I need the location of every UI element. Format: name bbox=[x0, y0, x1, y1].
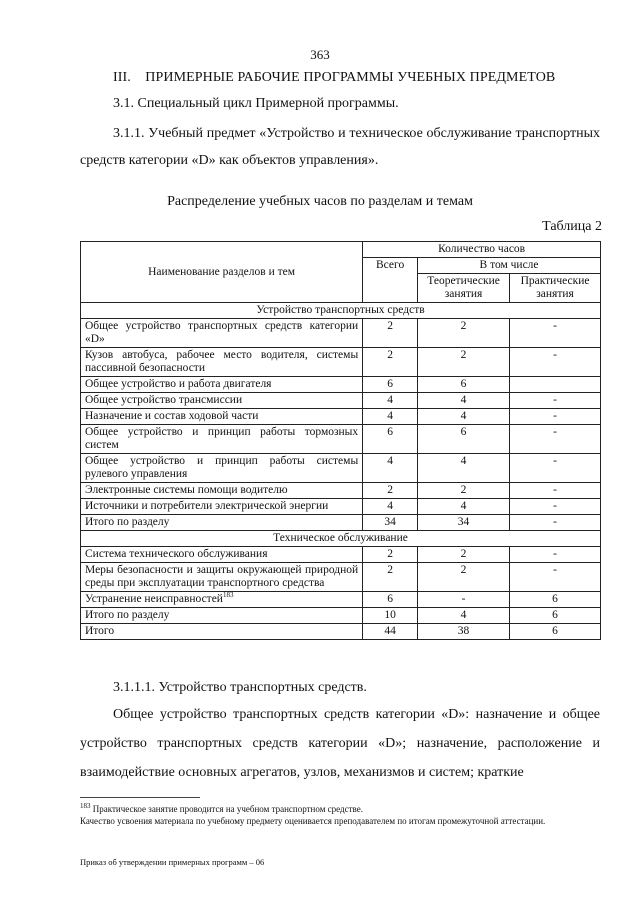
hours-practice: - bbox=[510, 454, 601, 483]
hours-practice: - bbox=[510, 563, 601, 592]
table-header-row bbox=[81, 242, 601, 258]
table-row bbox=[81, 425, 601, 454]
topic-name: Итого bbox=[81, 624, 363, 640]
hours-theory: 6 bbox=[418, 425, 510, 454]
footnote-mark: 183 bbox=[80, 802, 91, 810]
hours-practice: 6 bbox=[510, 592, 601, 608]
hours-theory: 2 bbox=[418, 319, 510, 348]
table-row bbox=[81, 592, 601, 608]
hours-total: 34 bbox=[363, 515, 418, 531]
topic-name: Электронные системы помощи водителю bbox=[81, 483, 363, 499]
topic-name: Общее устройство и работа двигателя bbox=[81, 377, 363, 393]
table-row bbox=[81, 515, 601, 531]
section-title: Устройство транспортных средств bbox=[81, 303, 601, 319]
hours-practice: 6 bbox=[510, 624, 601, 640]
hours-practice: - bbox=[510, 409, 601, 425]
hours-total: 2 bbox=[363, 483, 418, 499]
footnote-ref: 183 bbox=[222, 591, 234, 600]
table-row bbox=[81, 563, 601, 592]
hours-total: 4 bbox=[363, 499, 418, 515]
hours-theory: 4 bbox=[418, 393, 510, 409]
hours-theory: 38 bbox=[418, 624, 510, 640]
hours-total: 6 bbox=[363, 377, 418, 393]
hours-practice: - bbox=[510, 499, 601, 515]
hours-table bbox=[80, 241, 601, 640]
hours-total: 44 bbox=[363, 624, 418, 640]
table-row bbox=[81, 454, 601, 483]
hours-theory: 2 bbox=[418, 547, 510, 563]
body-paragraph bbox=[80, 700, 600, 787]
hours-theory: - bbox=[418, 592, 510, 608]
hours-theory: 34 bbox=[418, 515, 510, 531]
table-row bbox=[81, 624, 601, 640]
page-number: 363 bbox=[310, 47, 330, 62]
hours-theory: 4 bbox=[418, 499, 510, 515]
hours-total: 4 bbox=[363, 454, 418, 483]
hours-total: 2 bbox=[363, 348, 418, 377]
table-row bbox=[81, 377, 601, 393]
hours-practice: - bbox=[510, 319, 601, 348]
section-title: Техническое обслуживание bbox=[81, 531, 601, 547]
table-row bbox=[81, 499, 601, 515]
footnote-text: Практическое занятие проводится на учебном транспортном средстве. bbox=[92, 804, 363, 814]
topic-name: Общее устройство и принцип работы тормозных систем bbox=[81, 425, 363, 454]
subject-text: 3.1.1. Учебный предмет «Устройство и техническое обслуживание транспортных средств категории «D» как объектов управления». bbox=[80, 126, 600, 168]
hours-practice: - bbox=[510, 425, 601, 454]
subject-paragraph bbox=[80, 120, 600, 174]
table-row bbox=[81, 409, 601, 425]
table-row bbox=[81, 319, 601, 348]
table-label: Таблица 2 bbox=[542, 219, 602, 234]
hours-total: 2 bbox=[363, 547, 418, 563]
header-theory: Теоретические занятия bbox=[418, 274, 510, 303]
footnote-divider bbox=[80, 797, 200, 798]
table-row bbox=[81, 608, 601, 624]
topic-name: Меры безопасности и защиты окружающей природной среды при эксплуатации транспортного средства bbox=[81, 563, 363, 592]
topic-name: Итого по разделу bbox=[81, 515, 363, 531]
topic-name: Система технического обслуживания bbox=[81, 547, 363, 563]
table-row bbox=[81, 348, 601, 377]
hours-practice: 6 bbox=[510, 608, 601, 624]
hours-theory: 6 bbox=[418, 377, 510, 393]
topic-name: Кузов автобуса, рабочее место водителя, системы пассивной безопасности bbox=[81, 348, 363, 377]
hours-total: 4 bbox=[363, 393, 418, 409]
hours-total: 4 bbox=[363, 409, 418, 425]
hours-theory: 2 bbox=[418, 483, 510, 499]
hours-theory: 4 bbox=[418, 608, 510, 624]
topic-name: Общее устройство транспортных средств категории «D» bbox=[81, 319, 363, 348]
hours-practice: - bbox=[510, 515, 601, 531]
table-row bbox=[81, 547, 601, 563]
hours-practice: - bbox=[510, 483, 601, 499]
topic-name: Общее устройство и принцип работы системы рулевого управления bbox=[81, 454, 363, 483]
header-including: В том числе bbox=[418, 258, 601, 274]
hours-practice bbox=[510, 377, 601, 393]
hours-theory: 4 bbox=[418, 454, 510, 483]
header-quantity: Количество часов bbox=[363, 242, 601, 258]
hours-total: 6 bbox=[363, 592, 418, 608]
hours-practice: - bbox=[510, 547, 601, 563]
subheading: 3.1. Специальный цикл Примерной программы. bbox=[113, 96, 399, 111]
footnote-note: Качество усвоения материала по учебному предмету оценивается преподавателем по итогам промежуточной аттестации. bbox=[80, 816, 546, 826]
table-row bbox=[81, 393, 601, 409]
hours-theory: 4 bbox=[418, 409, 510, 425]
hours-practice: - bbox=[510, 348, 601, 377]
topic-name: Общее устройство трансмиссии bbox=[81, 393, 363, 409]
hours-practice: - bbox=[510, 393, 601, 409]
footnote bbox=[80, 803, 602, 815]
hours-theory: 2 bbox=[418, 348, 510, 377]
topic-name bbox=[81, 592, 363, 608]
hours-total: 6 bbox=[363, 425, 418, 454]
order-footer: Приказ об утверждении примерных программ – 06 bbox=[80, 857, 265, 867]
table-row bbox=[81, 483, 601, 499]
chapter-heading: III. ПРИМЕРНЫЕ РАБОЧИЕ ПРОГРАММЫ УЧЕБНЫХ ПРЕДМЕТОВ bbox=[113, 70, 556, 85]
hours-total: 2 bbox=[363, 319, 418, 348]
hours-theory: 2 bbox=[418, 563, 510, 592]
section-row bbox=[81, 303, 601, 319]
topic-name: Источники и потребители электрической энергии bbox=[81, 499, 363, 515]
header-practice: Практические занятия bbox=[510, 274, 601, 303]
header-name: Наименование разделов и тем bbox=[81, 242, 363, 303]
section-title-paragraph bbox=[80, 674, 600, 701]
topic-name-text: Устранение неисправностей bbox=[85, 593, 223, 605]
topic-name: Назначение и состав ходовой части bbox=[81, 409, 363, 425]
table-caption: Распределение учебных часов по разделам и темам bbox=[167, 194, 473, 209]
section-row bbox=[81, 531, 601, 547]
hours-total: 10 bbox=[363, 608, 418, 624]
header-total: Всего bbox=[363, 258, 418, 303]
section-title-text: 3.1.1.1. Устройство транспортных средств. bbox=[113, 680, 367, 695]
topic-name: Итого по разделу bbox=[81, 608, 363, 624]
body-text: Общее устройство транспортных средств категории «D»: назначение и общее устройство транспортных средств категории «D»; назначение, расположение и взаимодействие основных агрегатов, узлов, механизмов и систем; краткие bbox=[80, 707, 600, 780]
hours-total: 2 bbox=[363, 563, 418, 592]
